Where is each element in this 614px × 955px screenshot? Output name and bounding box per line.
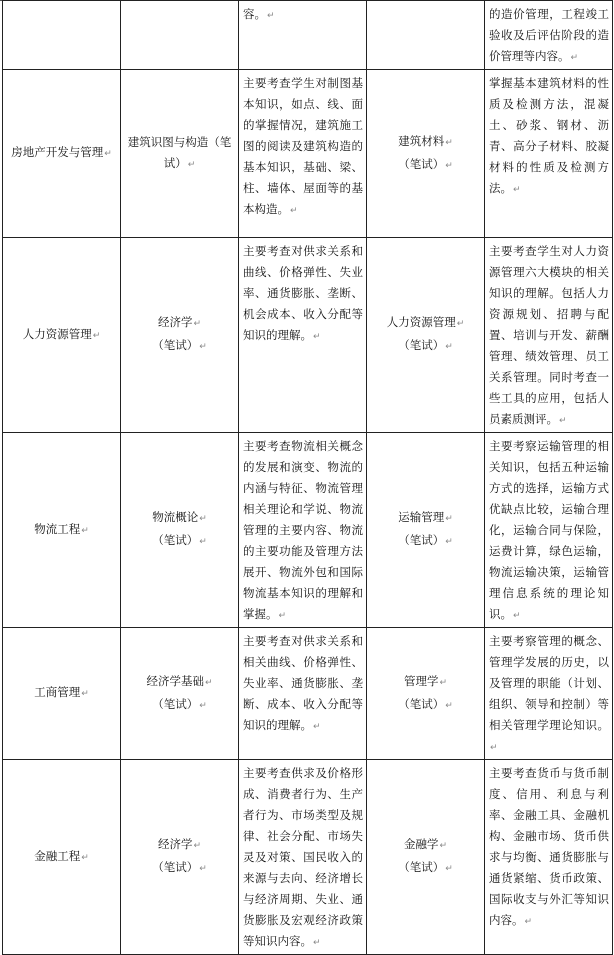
paragraph-mark-icon: ↵ xyxy=(313,722,321,732)
paragraph-mark-icon: ↵ xyxy=(267,11,275,21)
paragraph-mark-icon: ↵ xyxy=(490,743,498,753)
subject1-description: 主要考查物流相关概念的发展和演变、物流的内涵与特征、物流管理相关理论和学说、物流管理的主要内容、物流的主要功能及管理方法展开、物流外包和国际物流基本知识的理解和掌握。↵ xyxy=(243,439,363,621)
subject2-description: 掌握基本建筑材料的性质及检测方法，混凝土、砂浆、钢材、沥青、高分子材料、胶凝材料的性质及检测方法。↵ xyxy=(489,76,609,195)
paragraph-mark-icon: ↵ xyxy=(278,611,287,621)
paragraph-mark-icon: ↵ xyxy=(199,514,207,524)
subject2-name: 人力资源管理↵ xyxy=(386,315,465,329)
subject2-description: 主要考查学生对人力资源管理六大模块的相关知识的理解。包括人力资源规划、招聘与配置、培训与开发、薪酬管理、绩效管理、员工关系管理。同时考查一些工具的应用，包括人员素质测评。↵ xyxy=(489,244,609,426)
subject1-desc-cell xyxy=(239,760,367,955)
subject1-mode: （笔试）↵ xyxy=(152,696,207,711)
subject2-name: 建筑材料↵ xyxy=(398,133,453,148)
paragraph-mark-icon: ↵ xyxy=(445,537,453,547)
subject1-desc-cell xyxy=(239,433,367,628)
paragraph-mark-icon: ↵ xyxy=(559,416,567,426)
paragraph-mark-icon: ↵ xyxy=(199,342,207,352)
subject2-description: 主要考察管理的概念、管理学发展的历史，以及管理的职能（计划、组织、领导和控制）等相关管理学理论知识。↵ xyxy=(489,634,609,753)
subject1-cell xyxy=(121,1,239,70)
subject2-mode: （笔试）↵ xyxy=(398,338,453,352)
subject1-description: 主要考查对供求关系和相关曲线、价格弹性、失业率、通货膨胀、垄断、成本、收入分配等知识的理解。↵ xyxy=(243,634,363,732)
subject2-cell xyxy=(367,628,485,760)
subject2-mode: （笔试）↵ xyxy=(398,156,453,171)
subject1-desc-cell xyxy=(239,1,367,70)
major-label: 金融工程↵ xyxy=(34,848,89,863)
subject2-mode: （笔试）↵ xyxy=(398,860,453,874)
paragraph-mark-icon: ↵ xyxy=(313,332,321,342)
subject1-cell xyxy=(121,433,239,628)
paragraph-mark-icon: ↵ xyxy=(193,841,202,851)
table-row xyxy=(3,433,613,628)
table-body xyxy=(3,1,613,955)
subject2-cell xyxy=(367,433,485,628)
paragraph-mark-icon: ↵ xyxy=(445,160,453,171)
major-cell xyxy=(3,433,121,628)
subject2-cell xyxy=(367,238,485,433)
paragraph-mark-icon: ↵ xyxy=(92,330,101,341)
subject2-name: 金融学↵ xyxy=(403,837,448,851)
paragraph-mark-icon: ↵ xyxy=(187,159,196,170)
subject2-desc-cell xyxy=(485,70,613,238)
major-cell xyxy=(3,1,121,70)
subject2-description: 主要考查货币与货币制度、信用、利息与利率、金融工具、金融机构、金融市场、货币供求与均衡、通货膨胀与通货紧缩、货币政策、国际收支与外汇等知识内容。↵ xyxy=(489,766,609,927)
paragraph-mark-icon: ↵ xyxy=(445,700,453,711)
subject1-mode: （笔试）↵ xyxy=(152,860,207,874)
table-row xyxy=(3,238,613,433)
subject1-mode: （笔试）↵ xyxy=(152,533,207,547)
exam-subjects-table xyxy=(2,0,613,955)
subject2-name: 运输管理↵ xyxy=(398,510,453,524)
subject1-desc-cell xyxy=(239,238,367,433)
subject2-description: 的造价管理，工程竣工验收及后评估阶段的造价管理等内容。↵ xyxy=(489,7,609,63)
subject2-name: 管理学↵ xyxy=(403,673,448,688)
table-row xyxy=(3,760,613,955)
subject1-desc-cell xyxy=(239,70,367,238)
subject1-name: 经济学↵ xyxy=(157,837,202,851)
table-row xyxy=(3,70,613,238)
subject2-mode: （笔试）↵ xyxy=(398,533,453,547)
subject1-desc-cell xyxy=(239,628,367,760)
subject1-description: 主要考查学生对制图基本知识，如点、线、面的掌握情况，建筑施工图的阅读及建筑构造的基本知识，基础、梁、柱、墙体、屋面等的基本构造。↵ xyxy=(243,76,363,216)
subject1-cell xyxy=(121,760,239,955)
table-row xyxy=(3,628,613,760)
paragraph-mark-icon: ↵ xyxy=(513,185,521,195)
subject2-desc-cell xyxy=(485,760,613,955)
paragraph-mark-icon: ↵ xyxy=(439,677,448,688)
paragraph-mark-icon: ↵ xyxy=(204,677,213,688)
major-cell xyxy=(3,238,121,433)
paragraph-mark-icon: ↵ xyxy=(199,864,207,874)
subject1-mode: （笔试）↵ xyxy=(152,338,207,352)
table-row xyxy=(3,1,613,70)
subject1-description: 主要考查供求及价格形成、消费者行为、生产者行为、市场类型及规律、社会分配、市场失灵及对策、国民收入的来源与去向、经济增长与经济周期、失业、通货膨胀及宏观经济政策等知识内容。↵ xyxy=(243,766,363,948)
major-label: 物流工程↵ xyxy=(34,521,89,536)
subject1-name: 建筑识图与构造（笔试）↵ xyxy=(127,134,232,170)
major-label: 工商管理↵ xyxy=(34,685,89,699)
paragraph-mark-icon: ↵ xyxy=(445,342,453,352)
subject2-cell xyxy=(367,70,485,238)
subject2-description: 主要考察运输管理的相关知识，包括五种运输方式的选择，运输方式优缺点比较，运输合理化，运输合同与保险，运费计算，绿色运输，物流运输决策，运输管理信息系统的理论知识。↵ xyxy=(489,439,609,621)
subject1-name: 经济学基础↵ xyxy=(146,673,213,688)
subject2-mode: （笔试）↵ xyxy=(398,696,453,711)
subject2-desc-cell xyxy=(485,238,613,433)
paragraph-mark-icon: ↵ xyxy=(81,525,89,536)
paragraph-mark-icon: ↵ xyxy=(445,514,453,524)
paragraph-mark-icon: ↵ xyxy=(439,841,448,851)
paragraph-mark-icon: ↵ xyxy=(290,206,298,216)
subject1-name: 物流概论↵ xyxy=(152,510,207,524)
paragraph-mark-icon: ↵ xyxy=(445,137,453,148)
paragraph-mark-icon: ↵ xyxy=(104,149,112,159)
major-label: 人力资源管理↵ xyxy=(22,326,101,341)
subject2-cell xyxy=(367,1,485,70)
paragraph-mark-icon: ↵ xyxy=(81,689,89,699)
paragraph-mark-icon: ↵ xyxy=(513,611,521,621)
subject1-description: 主要考查对供求关系和曲线、价格弹性、失业率、通货膨胀、垄断、机会成本、收入分配等知识的理解。↵ xyxy=(243,244,363,342)
major-label: 房地产开发与管理↵ xyxy=(11,145,112,159)
subject1-name: 经济学↵ xyxy=(157,315,202,329)
paragraph-mark-icon: ↵ xyxy=(199,700,207,711)
paragraph-mark-icon: ↵ xyxy=(313,938,321,948)
subject2-desc-cell xyxy=(485,433,613,628)
major-cell xyxy=(3,70,121,238)
major-cell xyxy=(3,628,121,760)
subject1-cell xyxy=(121,70,239,238)
paragraph-mark-icon: ↵ xyxy=(81,852,89,863)
paragraph-mark-icon: ↵ xyxy=(193,319,202,329)
paragraph-mark-icon: ↵ xyxy=(445,864,453,874)
subject2-desc-cell xyxy=(485,1,613,70)
subject2-cell xyxy=(367,760,485,955)
paragraph-mark-icon: ↵ xyxy=(199,537,207,547)
major-cell xyxy=(3,760,121,955)
subject1-description: 容。↵ xyxy=(243,7,275,21)
paragraph-mark-icon: ↵ xyxy=(570,53,579,63)
paragraph-mark-icon: ↵ xyxy=(524,917,533,927)
paragraph-mark-icon: ↵ xyxy=(456,319,465,329)
subject1-cell xyxy=(121,238,239,433)
subject2-desc-cell xyxy=(485,628,613,760)
subject1-cell xyxy=(121,628,239,760)
